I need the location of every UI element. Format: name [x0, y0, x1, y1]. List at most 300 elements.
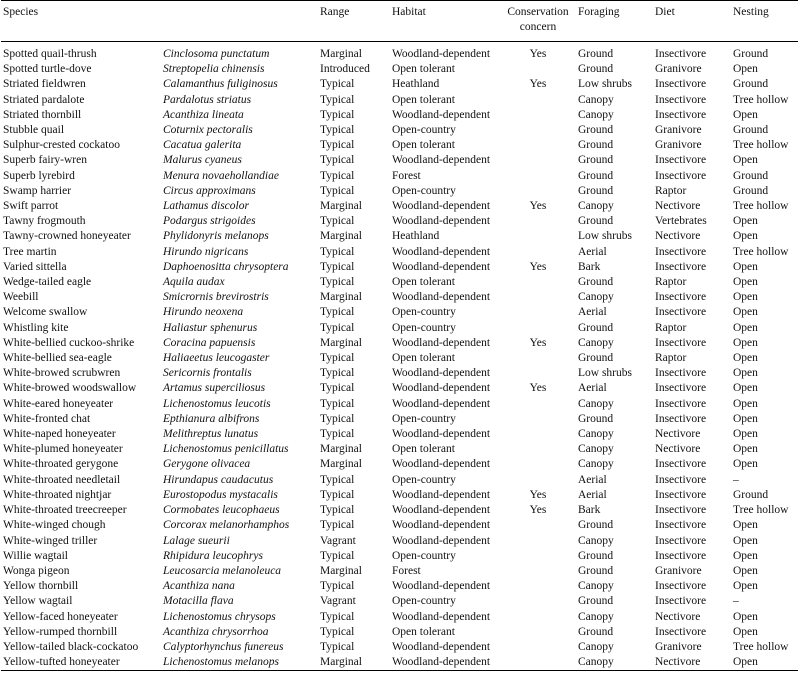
- cell-diet: Insectivore: [655, 625, 707, 638]
- cell-diet: Insectivore: [655, 291, 707, 304]
- cell-species-name: White-browed scrubwren: [3, 367, 121, 380]
- cell-habitat: Woodland-dependent: [392, 108, 491, 121]
- cell-scientific-name: Acanthiza lineata: [163, 108, 244, 121]
- cell-habitat: Woodland-dependent: [392, 336, 491, 349]
- cell-range: Typical: [320, 260, 355, 273]
- cell-diet: Insectivore: [655, 154, 707, 167]
- cell-diet: Insectivore: [655, 93, 707, 106]
- cell-diet: Insectivore: [655, 367, 707, 380]
- cell-species-name: Yellow-faced honeyeater: [3, 610, 118, 623]
- cell-foraging: Ground: [578, 519, 614, 532]
- cell-range: Marginal: [320, 230, 362, 243]
- cell-conservation-concern: [500, 473, 576, 488]
- cell-diet: Insectivore: [655, 78, 707, 91]
- cell-diet: Insectivore: [655, 336, 707, 349]
- cell-habitat: Forest: [392, 169, 421, 182]
- table-row: [1, 534, 798, 549]
- cell-foraging: Ground: [578, 154, 614, 167]
- cell-diet: Nectivore: [655, 428, 701, 441]
- cell-species-name: Spotted quail-thrush: [3, 48, 97, 60]
- cell-habitat: Woodland-dependent: [392, 534, 491, 547]
- table-body: [1, 42, 798, 671]
- cell-diet: Raptor: [655, 352, 687, 365]
- cell-conservation-concern: [500, 594, 576, 609]
- cell-range: Typical: [320, 625, 355, 638]
- header-diet: Diet: [655, 6, 675, 18]
- table-row: [1, 625, 798, 640]
- cell-nesting: Open: [733, 610, 758, 623]
- cell-habitat: Open-country: [392, 412, 456, 425]
- cell-species-name: White-naped honeyeater: [3, 428, 116, 441]
- cell-scientific-name: Sericornis frontalis: [163, 367, 252, 380]
- cell-foraging: Ground: [578, 352, 614, 365]
- cell-nesting: Open: [733, 564, 758, 577]
- cell-foraging: Canopy: [578, 656, 614, 669]
- header-nesting: Nesting: [733, 6, 769, 18]
- cell-habitat: Forest: [392, 564, 421, 577]
- cell-foraging: Ground: [578, 169, 614, 182]
- cell-species-name: White-bellied cuckoo-shrike: [3, 336, 135, 349]
- cell-diet: Insectivore: [655, 412, 707, 425]
- cell-habitat: Open tolerant: [392, 93, 455, 106]
- cell-range: Vagrant: [320, 534, 356, 547]
- cell-species-name: Wonga pigeon: [3, 564, 70, 577]
- cell-foraging: Canopy: [578, 640, 614, 653]
- table-row: [1, 199, 798, 214]
- cell-range: Introduced: [320, 63, 370, 76]
- cell-diet: Raptor: [655, 184, 687, 197]
- cell-diet: Nectivore: [655, 230, 701, 243]
- table-row: [1, 138, 798, 153]
- cell-species-name: Swift parrot: [3, 200, 59, 213]
- cell-species-name: Striated thornbill: [3, 108, 82, 121]
- table-row: [1, 397, 798, 412]
- cell-diet: Vertebrates: [655, 215, 707, 228]
- cell-scientific-name: Coracina papuensis: [163, 336, 256, 349]
- cell-scientific-name: Rhipidura leucophrys: [163, 549, 263, 562]
- cell-diet: Raptor: [655, 276, 687, 289]
- cell-range: Typical: [320, 93, 355, 106]
- cell-scientific-name: Haliastur sphenurus: [163, 321, 258, 334]
- cell-nesting: Tree hollow: [733, 245, 789, 258]
- cell-nesting: Open: [733, 580, 758, 593]
- table-row: [1, 305, 798, 320]
- table-row: [1, 655, 798, 671]
- cell-scientific-name: Artamus superciliosus: [163, 382, 266, 395]
- cell-nesting: Open: [733, 656, 758, 669]
- cell-range: Marginal: [320, 291, 362, 304]
- cell-diet: Insectivore: [655, 488, 707, 501]
- cell-scientific-name: Calyptorhynchus funereus: [163, 640, 284, 653]
- table-row: [1, 108, 798, 123]
- cell-conservation-concern: [500, 625, 576, 640]
- cell-range: Typical: [320, 610, 355, 623]
- cell-diet: Nectivore: [655, 200, 701, 213]
- cell-conservation-concern: Yes: [529, 260, 547, 273]
- cell-diet: Insectivore: [655, 108, 707, 121]
- cell-range: Typical: [320, 276, 355, 289]
- cell-range: Typical: [320, 215, 355, 228]
- table-row: [1, 214, 798, 229]
- table-row: [1, 564, 798, 579]
- cell-habitat: Woodland-dependent: [392, 458, 491, 471]
- cell-scientific-name: Hirundapus caudacutus: [163, 473, 274, 486]
- table-row: [1, 321, 798, 336]
- cell-scientific-name: Malurus cyaneus: [163, 154, 242, 167]
- table-row: [1, 640, 798, 655]
- cell-conservation-concern: [500, 62, 576, 77]
- cell-range: Marginal: [320, 656, 362, 669]
- cell-conservation-concern: [500, 169, 576, 184]
- cell-diet: Nectivore: [655, 443, 701, 456]
- table-row: [1, 351, 798, 366]
- cell-species-name: Sulphur-crested cockatoo: [3, 139, 120, 152]
- cell-conservation-concern: [500, 138, 576, 153]
- cell-species-name: White-throated gerygone: [3, 458, 119, 471]
- cell-nesting: Open: [733, 412, 758, 425]
- cell-range: Typical: [320, 580, 355, 593]
- cell-species-name: Tawny frogmouth: [3, 215, 86, 228]
- cell-habitat: Open tolerant: [392, 625, 455, 638]
- cell-foraging: Canopy: [578, 93, 614, 106]
- cell-conservation-concern: [500, 108, 576, 123]
- cell-habitat: Open tolerant: [392, 443, 455, 456]
- cell-species-name: White-throated needletail: [3, 473, 121, 486]
- cell-species-name: White-winged triller: [3, 534, 98, 547]
- cell-nesting: Open: [733, 458, 758, 471]
- table-row: [1, 473, 798, 488]
- cell-scientific-name: Cormobates leucophaeus: [163, 504, 280, 517]
- cell-scientific-name: Daphoenositta chrysoptera: [163, 260, 289, 273]
- cell-scientific-name: Pardalotus striatus: [163, 93, 252, 106]
- cell-habitat: Woodland-dependent: [392, 488, 491, 501]
- cell-foraging: Bark: [578, 504, 601, 517]
- table-row: [1, 366, 798, 381]
- cell-habitat: Woodland-dependent: [392, 397, 491, 410]
- cell-foraging: Canopy: [578, 610, 614, 623]
- table-row: [1, 93, 798, 108]
- cell-scientific-name: Lichenostomus penicillatus: [163, 443, 289, 456]
- cell-nesting: Open: [733, 230, 758, 243]
- cell-scientific-name: Melithreptus lunatus: [163, 428, 259, 441]
- cell-nesting: Open: [733, 367, 758, 380]
- cell-habitat: Woodland-dependent: [392, 260, 491, 273]
- cell-scientific-name: Coturnix pectoralis: [163, 124, 253, 137]
- cell-foraging: Canopy: [578, 200, 614, 213]
- cell-nesting: Open: [733, 63, 758, 76]
- table-row: [1, 488, 798, 503]
- cell-habitat: Woodland-dependent: [392, 291, 491, 304]
- cell-species-name: Superb fairy-wren: [3, 154, 87, 167]
- header-scientific-name: [161, 1, 318, 42]
- cell-range: Typical: [320, 124, 355, 137]
- cell-habitat: Woodland-dependent: [392, 48, 491, 60]
- cell-scientific-name: Hirundo nigricans: [163, 245, 249, 258]
- cell-nesting: Open: [733, 352, 758, 365]
- cell-conservation-concern: [500, 184, 576, 199]
- cell-habitat: Heathland: [392, 230, 440, 243]
- header-conservation-line1: Conservation: [507, 6, 569, 18]
- cell-conservation-concern: [500, 579, 576, 594]
- cell-scientific-name: Phylidonyris melanops: [163, 230, 269, 243]
- cell-diet: Insectivore: [655, 534, 707, 547]
- cell-species-name: Striated fieldwren: [3, 78, 86, 91]
- cell-range: Marginal: [320, 564, 362, 577]
- cell-conservation-concern: [500, 229, 576, 244]
- cell-scientific-name: Calamanthus fuliginosus: [163, 78, 278, 91]
- cell-range: Typical: [320, 473, 355, 486]
- cell-foraging: Low shrubs: [578, 367, 632, 380]
- cell-scientific-name: Corcorax melanorhamphos: [163, 519, 290, 532]
- cell-nesting: Tree hollow: [733, 139, 789, 152]
- cell-conservation-concern: [500, 640, 576, 655]
- cell-range: Typical: [320, 78, 355, 91]
- cell-conservation-concern: [500, 610, 576, 625]
- cell-scientific-name: Lichenostomus chrysops: [163, 610, 276, 623]
- table-row: [1, 245, 798, 260]
- cell-habitat: Woodland-dependent: [392, 504, 491, 517]
- cell-diet: Insectivore: [655, 519, 707, 532]
- cell-habitat: Woodland-dependent: [392, 200, 491, 213]
- cell-range: Typical: [320, 549, 355, 562]
- cell-nesting: Open: [733, 215, 758, 228]
- cell-habitat: Open-country: [392, 595, 456, 608]
- cell-nesting: Open: [733, 260, 758, 273]
- cell-nesting: Ground: [733, 184, 769, 197]
- cell-habitat: Open tolerant: [392, 276, 455, 289]
- cell-habitat: Heathland: [392, 78, 440, 91]
- cell-conservation-concern: Yes: [529, 382, 547, 395]
- cell-habitat: Open tolerant: [392, 352, 455, 365]
- cell-range: Typical: [320, 488, 355, 501]
- cell-habitat: Woodland-dependent: [392, 580, 491, 593]
- cell-habitat: Open-country: [392, 549, 456, 562]
- cell-foraging: Ground: [578, 139, 614, 152]
- cell-range: Marginal: [320, 336, 362, 349]
- table-row: [1, 503, 798, 518]
- cell-foraging: Ground: [578, 321, 614, 334]
- table-row: [1, 518, 798, 533]
- table-header: [1, 1, 798, 42]
- cell-conservation-concern: [500, 534, 576, 549]
- cell-range: Typical: [320, 428, 355, 441]
- cell-scientific-name: Lalage sueurii: [163, 534, 230, 547]
- table-row: [1, 442, 798, 457]
- cell-diet: Nectivore: [655, 656, 701, 669]
- cell-foraging: Canopy: [578, 458, 614, 471]
- cell-nesting: Ground: [733, 169, 769, 182]
- cell-habitat: Woodland-dependent: [392, 610, 491, 623]
- cell-nesting: Open: [733, 519, 758, 532]
- cell-foraging: Ground: [578, 48, 614, 60]
- table-row: [1, 153, 798, 168]
- cell-range: Marginal: [320, 458, 362, 471]
- cell-habitat: Open-country: [392, 321, 456, 334]
- cell-scientific-name: Podargus strigoides: [163, 215, 256, 228]
- cell-foraging: Ground: [578, 276, 614, 289]
- cell-diet: Insectivore: [655, 306, 707, 319]
- cell-nesting: Open: [733, 291, 758, 304]
- table-row: [1, 42, 798, 63]
- cell-conservation-concern: [500, 245, 576, 260]
- cell-foraging: Low shrubs: [578, 78, 632, 91]
- cell-conservation-concern: [500, 366, 576, 381]
- cell-nesting: Open: [733, 321, 758, 334]
- cell-nesting: Ground: [733, 48, 769, 60]
- cell-species-name: Striated pardalote: [3, 93, 85, 106]
- cell-conservation-concern: [500, 397, 576, 412]
- cell-diet: Nectivore: [655, 610, 701, 623]
- cell-range: Vagrant: [320, 595, 356, 608]
- cell-conservation-concern: [500, 153, 576, 168]
- cell-nesting: Open: [733, 306, 758, 319]
- table-row: [1, 427, 798, 442]
- cell-species-name: White-browed woodswallow: [3, 382, 137, 395]
- cell-nesting: Tree hollow: [733, 504, 789, 517]
- cell-foraging: Low shrubs: [578, 230, 632, 243]
- cell-species-name: White-plumed honeyeater: [3, 443, 123, 456]
- cell-scientific-name: Cacatua galerita: [163, 139, 242, 152]
- cell-habitat: Woodland-dependent: [392, 367, 491, 380]
- cell-conservation-concern: [500, 305, 576, 320]
- cell-habitat: Woodland-dependent: [392, 245, 491, 258]
- cell-range: Typical: [320, 139, 355, 152]
- cell-species-name: Whistling kite: [3, 321, 69, 334]
- header-conservation-concern: [500, 1, 576, 42]
- table-row: [1, 412, 798, 427]
- cell-scientific-name: Lathamus discolor: [163, 200, 249, 213]
- cell-foraging: Ground: [578, 215, 614, 228]
- cell-foraging: Aerial: [578, 473, 607, 486]
- cell-diet: Insectivore: [655, 595, 707, 608]
- cell-species-name: Stubble quail: [3, 124, 65, 137]
- cell-habitat: Woodland-dependent: [392, 154, 491, 167]
- cell-nesting: Open: [733, 443, 758, 456]
- cell-species-name: Yellow-tailed black-cockatoo: [3, 640, 139, 653]
- cell-nesting: Open: [733, 154, 758, 167]
- cell-diet: Insectivore: [655, 397, 707, 410]
- cell-conservation-concern: [500, 351, 576, 366]
- cell-foraging: Canopy: [578, 291, 614, 304]
- cell-nesting: Open: [733, 382, 758, 395]
- cell-scientific-name: Acanthiza chrysorrhoa: [163, 625, 269, 638]
- cell-foraging: Canopy: [578, 336, 614, 349]
- cell-scientific-name: Smicrornis brevirostris: [163, 291, 269, 304]
- cell-nesting: Open: [733, 108, 758, 121]
- cell-species-name: White-throated nightjar: [3, 488, 112, 501]
- cell-diet: Insectivore: [655, 580, 707, 593]
- cell-species-name: Weebill: [3, 291, 39, 304]
- header-range: Range: [320, 6, 350, 18]
- cell-range: Typical: [320, 321, 355, 334]
- cell-conservation-concern: [500, 442, 576, 457]
- cell-range: Typical: [320, 382, 355, 395]
- cell-scientific-name: Lichenostomus leucotis: [163, 397, 271, 410]
- cell-scientific-name: Acanthiza nana: [163, 580, 235, 593]
- cell-nesting: Ground: [733, 124, 769, 137]
- table-row: [1, 549, 798, 564]
- cell-range: Typical: [320, 154, 355, 167]
- cell-species-name: Yellow-rumped thornbill: [3, 625, 118, 638]
- cell-scientific-name: Streptopelia chinensis: [163, 63, 265, 76]
- cell-conservation-concern: [500, 123, 576, 138]
- cell-range: Typical: [320, 169, 355, 182]
- cell-scientific-name: Aquila audax: [163, 276, 225, 289]
- cell-nesting: –: [733, 595, 739, 608]
- cell-species-name: Yellow-tufted honeyeater: [3, 656, 120, 669]
- table-row: [1, 290, 798, 305]
- cell-foraging: Canopy: [578, 534, 614, 547]
- cell-nesting: Ground: [733, 488, 769, 501]
- cell-nesting: Tree hollow: [733, 640, 789, 653]
- cell-nesting: Tree hollow: [733, 93, 789, 106]
- cell-habitat: Open tolerant: [392, 139, 455, 152]
- cell-range: Typical: [320, 519, 355, 532]
- cell-nesting: Tree hollow: [733, 200, 789, 213]
- cell-diet: Granivore: [655, 139, 702, 152]
- cell-conservation-concern: [500, 214, 576, 229]
- cell-foraging: Ground: [578, 549, 614, 562]
- cell-range: Typical: [320, 367, 355, 380]
- cell-habitat: Open tolerant: [392, 63, 455, 76]
- cell-scientific-name: Circus approximans: [163, 184, 256, 197]
- cell-species-name: Swamp harrier: [3, 184, 72, 197]
- cell-diet: Insectivore: [655, 48, 707, 60]
- cell-range: Typical: [320, 504, 355, 517]
- cell-species-name: Willie wagtail: [3, 549, 69, 562]
- cell-species-name: Spotted turtle-dove: [3, 63, 92, 76]
- table-row: [1, 77, 798, 92]
- cell-species-name: White-eared honeyeater: [3, 397, 114, 410]
- cell-range: Marginal: [320, 200, 362, 213]
- cell-range: Typical: [320, 412, 355, 425]
- cell-habitat: Open-country: [392, 184, 456, 197]
- table-row: [1, 169, 798, 184]
- cell-foraging: Ground: [578, 63, 614, 76]
- cell-conservation-concern: [500, 457, 576, 472]
- cell-diet: Granivore: [655, 640, 702, 653]
- table-row: [1, 594, 798, 609]
- cell-conservation-concern: Yes: [529, 48, 547, 60]
- cell-foraging: Aerial: [578, 382, 607, 395]
- cell-conservation-concern: [500, 427, 576, 442]
- cell-habitat: Open-country: [392, 306, 456, 319]
- cell-range: Typical: [320, 108, 355, 121]
- cell-conservation-concern: Yes: [529, 78, 547, 91]
- table-row: [1, 260, 798, 275]
- cell-habitat: Open-country: [392, 473, 456, 486]
- cell-conservation-concern: [500, 564, 576, 579]
- cell-scientific-name: Epthianura albifrons: [163, 412, 260, 425]
- cell-species-name: Wedge-tailed eagle: [3, 276, 92, 289]
- cell-species-name: White-bellied sea-eagle: [3, 352, 112, 365]
- header-row: [1, 1, 798, 42]
- cell-nesting: Open: [733, 625, 758, 638]
- cell-diet: Granivore: [655, 124, 702, 137]
- cell-foraging: Canopy: [578, 397, 614, 410]
- cell-range: Typical: [320, 184, 355, 197]
- cell-diet: Raptor: [655, 321, 687, 334]
- cell-conservation-concern: Yes: [529, 488, 547, 501]
- cell-foraging: Canopy: [578, 108, 614, 121]
- cell-habitat: Woodland-dependent: [392, 656, 491, 669]
- table-row: [1, 457, 798, 472]
- cell-foraging: Bark: [578, 260, 601, 273]
- table-row: [1, 229, 798, 244]
- cell-foraging: Aerial: [578, 306, 607, 319]
- cell-nesting: –: [733, 473, 739, 486]
- cell-scientific-name: Haliaeetus leucogaster: [163, 352, 270, 365]
